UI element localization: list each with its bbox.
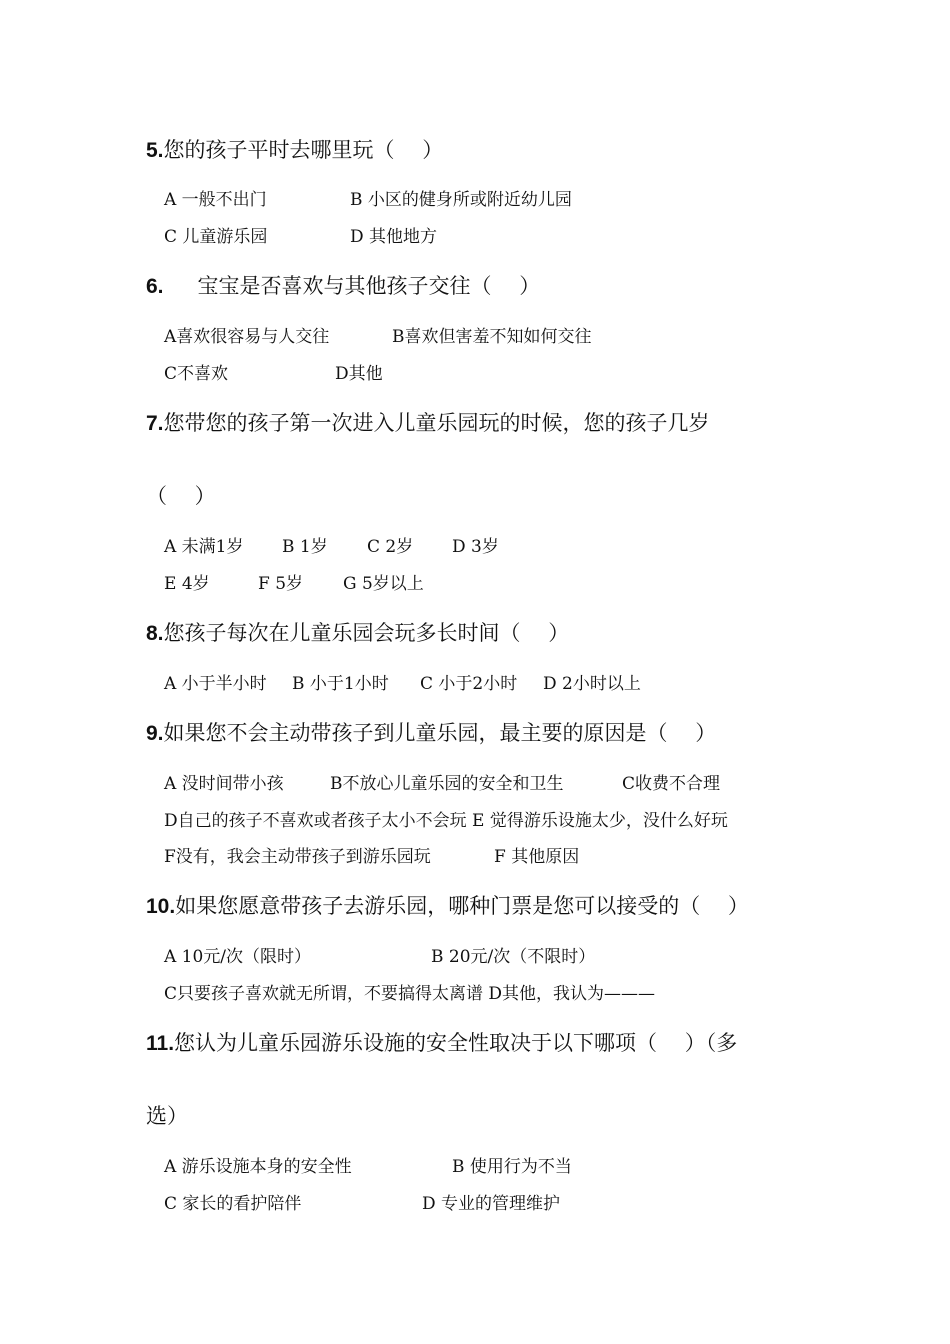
option: D 其他地方 [350, 227, 438, 247]
option: A 没时间带小孩 [164, 774, 284, 794]
option: A 小于半小时 [164, 674, 267, 694]
question-text: 您认为儿童乐园游乐设施的安全性取决于以下哪项（ ）（多 [174, 1031, 738, 1055]
option: C 家长的看护陪伴 [164, 1194, 302, 1214]
option: D 2小时以上 [543, 674, 641, 694]
option: B喜欢但害羞不知如何交往 [392, 327, 592, 347]
option: B 使用行为不当 [452, 1157, 572, 1177]
question-7 [146, 409, 710, 438]
question-8 [146, 619, 569, 648]
question-number: 6. [146, 275, 164, 298]
question-number: 5. [146, 139, 164, 162]
option: A 一般不出门 [164, 190, 267, 210]
question-text: 您孩子每次在儿童乐园会玩多长时间（ ） [163, 621, 570, 645]
option: C不喜欢 [164, 364, 229, 384]
option: C 儿童游乐园 [164, 227, 268, 247]
option: G 5岁以上 [343, 574, 424, 594]
option: B 1岁 [282, 537, 328, 557]
option: A喜欢很容易与人交往 [164, 327, 330, 347]
option: E 4岁 [164, 574, 210, 594]
question-11 [146, 1029, 737, 1058]
option: D 3岁 [452, 537, 499, 557]
question-10 [146, 892, 749, 921]
question-text-continued: （ ） [146, 484, 216, 508]
question-number: 10. [146, 895, 176, 918]
option: D 专业的管理维护 [422, 1194, 561, 1214]
question-text-continued: 选） [146, 1104, 188, 1128]
option: B 小区的健身所或附近幼儿园 [350, 190, 572, 210]
option: D自己的孩子不喜欢或者孩子太小不会玩 E 觉得游乐设施太少，没什么好玩 [164, 811, 728, 831]
option: F 其他原因 [494, 847, 580, 867]
option: D其他 [335, 364, 383, 384]
option: C 2岁 [367, 537, 414, 557]
option: B不放心儿童乐园的安全和卫生 [330, 774, 564, 794]
question-number: 7. [146, 412, 164, 435]
question-5 [146, 136, 443, 165]
option: A 游乐设施本身的安全性 [164, 1157, 352, 1177]
option: F没有，我会主动带孩子到游乐园玩 [164, 847, 431, 867]
option: F 5岁 [258, 574, 304, 594]
question-text: 如果您不会主动带孩子到儿童乐园，最主要的原因是（ ） [163, 721, 717, 745]
option: C收费不合理 [622, 774, 721, 794]
option: C只要孩子喜欢就无所谓，不要搞得太离谱 D其他，我认为——— [164, 984, 656, 1004]
question-text: 如果您愿意带孩子去游乐园，哪种门票是您可以接受的（ ） [175, 894, 749, 918]
question-text: 宝宝是否喜欢与其他孩子交往（ ） [197, 274, 541, 298]
option: C 小于2小时 [420, 674, 518, 694]
question-6 [146, 272, 540, 301]
question-9 [146, 719, 716, 748]
question-number: 9. [146, 722, 164, 745]
question-number: 8. [146, 622, 164, 645]
option: B 小于1小时 [292, 674, 389, 694]
option: A 未满1岁 [164, 537, 244, 557]
option: B 20元/次（不限时） [431, 947, 596, 967]
option: A 10元/次（限时） [164, 947, 312, 967]
question-number: 11. [146, 1032, 175, 1055]
question-text: 您的孩子平时去哪里玩（ ） [163, 138, 444, 162]
question-text: 您带您的孩子第一次进入儿童乐园玩的时候，您的孩子几岁 [163, 411, 710, 435]
